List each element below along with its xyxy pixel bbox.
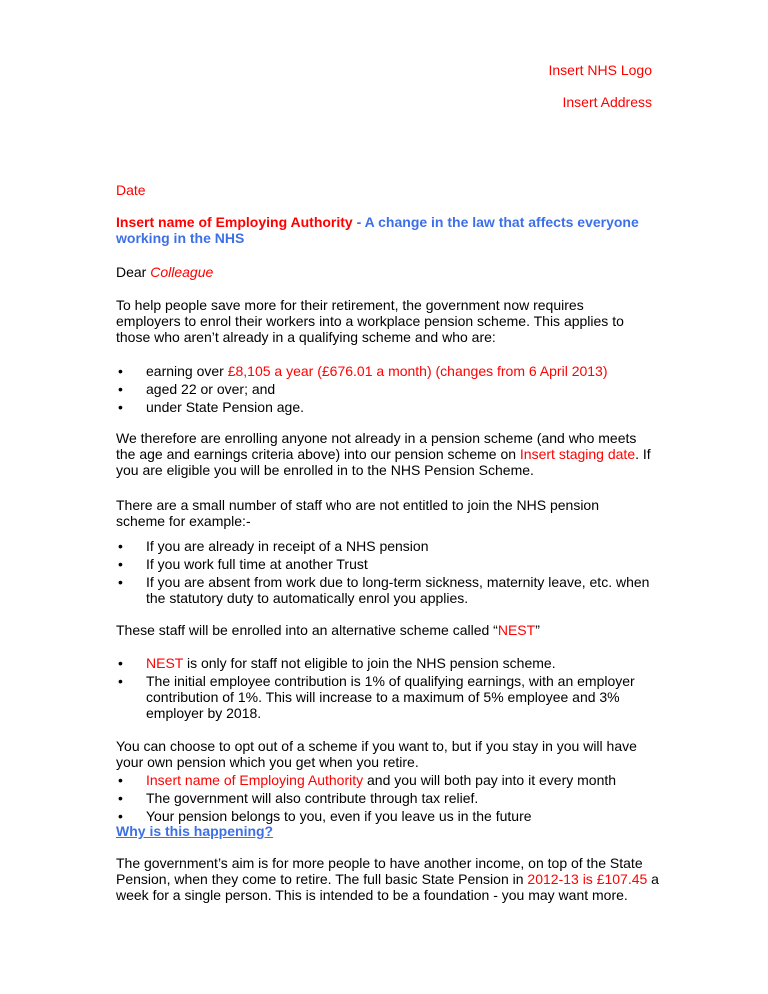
nest-intro-close: ” xyxy=(535,622,540,638)
why-paragraph xyxy=(116,855,664,903)
criteria-list xyxy=(116,363,664,417)
nest-name: NEST xyxy=(146,655,184,671)
benefits-list xyxy=(116,772,664,826)
list-item xyxy=(116,363,664,379)
employer-name-placeholder: Insert name of Employing Authority xyxy=(116,214,353,230)
salutation-name: Colleague xyxy=(150,264,214,280)
benefits-pay-text: and you will both pay into it every month xyxy=(363,772,617,788)
staging-date-placeholder: Insert staging date xyxy=(519,446,636,462)
heading-title: A change in the law that affects everyone working in the NHS xyxy=(116,214,639,246)
earnings-prefix: earning over xyxy=(146,363,228,379)
list-item xyxy=(116,655,664,671)
nhs-logo-placeholder: Insert NHS Logo xyxy=(548,62,652,78)
date-placeholder: Date xyxy=(116,182,146,198)
nest-eligibility: is only for staff not eligible to join the NHS pension scheme. xyxy=(183,655,556,671)
list-item: • If you work full time at another Trust xyxy=(116,556,664,572)
nest-intro-name: NEST xyxy=(497,622,536,638)
list-item: • aged 22 or over; and xyxy=(116,381,664,397)
salutation-prefix: Dear xyxy=(116,264,151,280)
opt-out-paragraph: You can choose to opt out of a scheme if you want to, but if you stay in you will have your own pension which you get when you retire. xyxy=(116,738,637,770)
not-entitled-intro: There are a small number of staff who are not entitled to join the NHS pension scheme for example:- xyxy=(116,497,600,529)
pension-year-amount: 2012-13 is £107.45 xyxy=(527,871,648,887)
list-item: • Your pension belongs to you, even if you leave us in the future xyxy=(116,808,664,824)
why-text: The government’s aim is for more people to have another income, on top of the State Pension, when they come to retire. The full basic State Pension in xyxy=(116,855,643,887)
benefits-employer-placeholder: Insert name of Employing Authority xyxy=(146,772,364,788)
list-item: • The government will also contribute through tax relief. xyxy=(116,790,664,806)
address-placeholder: Insert Address xyxy=(562,94,652,110)
earnings-value: £8,105 a year (£676.01 a month) (changes from 6 April 2013) xyxy=(227,363,608,379)
list-item xyxy=(116,772,664,788)
intro-paragraph: To help people save more for their retirement, the government now requires employers to enrol their workers into a workplace pension scheme. This applies to those who aren’t already in a qualifying scheme and who are: xyxy=(116,297,624,345)
enrolling-text-end: . If you are eligible you will be enrolled in to the NHS Pension Scheme. xyxy=(116,446,651,478)
enrolling-paragraph xyxy=(116,430,654,478)
not-entitled-list xyxy=(116,538,664,608)
nest-list xyxy=(116,655,664,723)
list-item: • under State Pension age. xyxy=(116,399,664,415)
nest-intro xyxy=(116,622,656,638)
enrolling-text: We therefore are enrolling anyone not already in a pension scheme (and who meets the age and earnings criteria above) into our pension scheme on xyxy=(116,430,637,462)
list-item: • The initial employee contribution is 1% of qualifying earnings, with an employer contribution of 1%. This will increase to a maximum of 5% employee and 3% employer by 2018. xyxy=(116,673,664,721)
letter-heading xyxy=(116,214,664,246)
nest-intro-text: These staff will be enrolled into an alternative scheme called “ xyxy=(116,622,498,638)
list-item: • If you are absent from work due to long-term sickness, maternity leave, etc. when the statutory duty to automatically enrol you applies. xyxy=(116,574,664,606)
salutation xyxy=(116,264,656,280)
heading-separator: - xyxy=(352,214,365,230)
why-heading: Why is this happening? xyxy=(116,823,274,839)
why-text-end: a week for a single person. This is intended to be a foundation - you may want more. xyxy=(116,871,659,903)
list-item: • If you are already in receipt of a NHS pension xyxy=(116,538,664,554)
